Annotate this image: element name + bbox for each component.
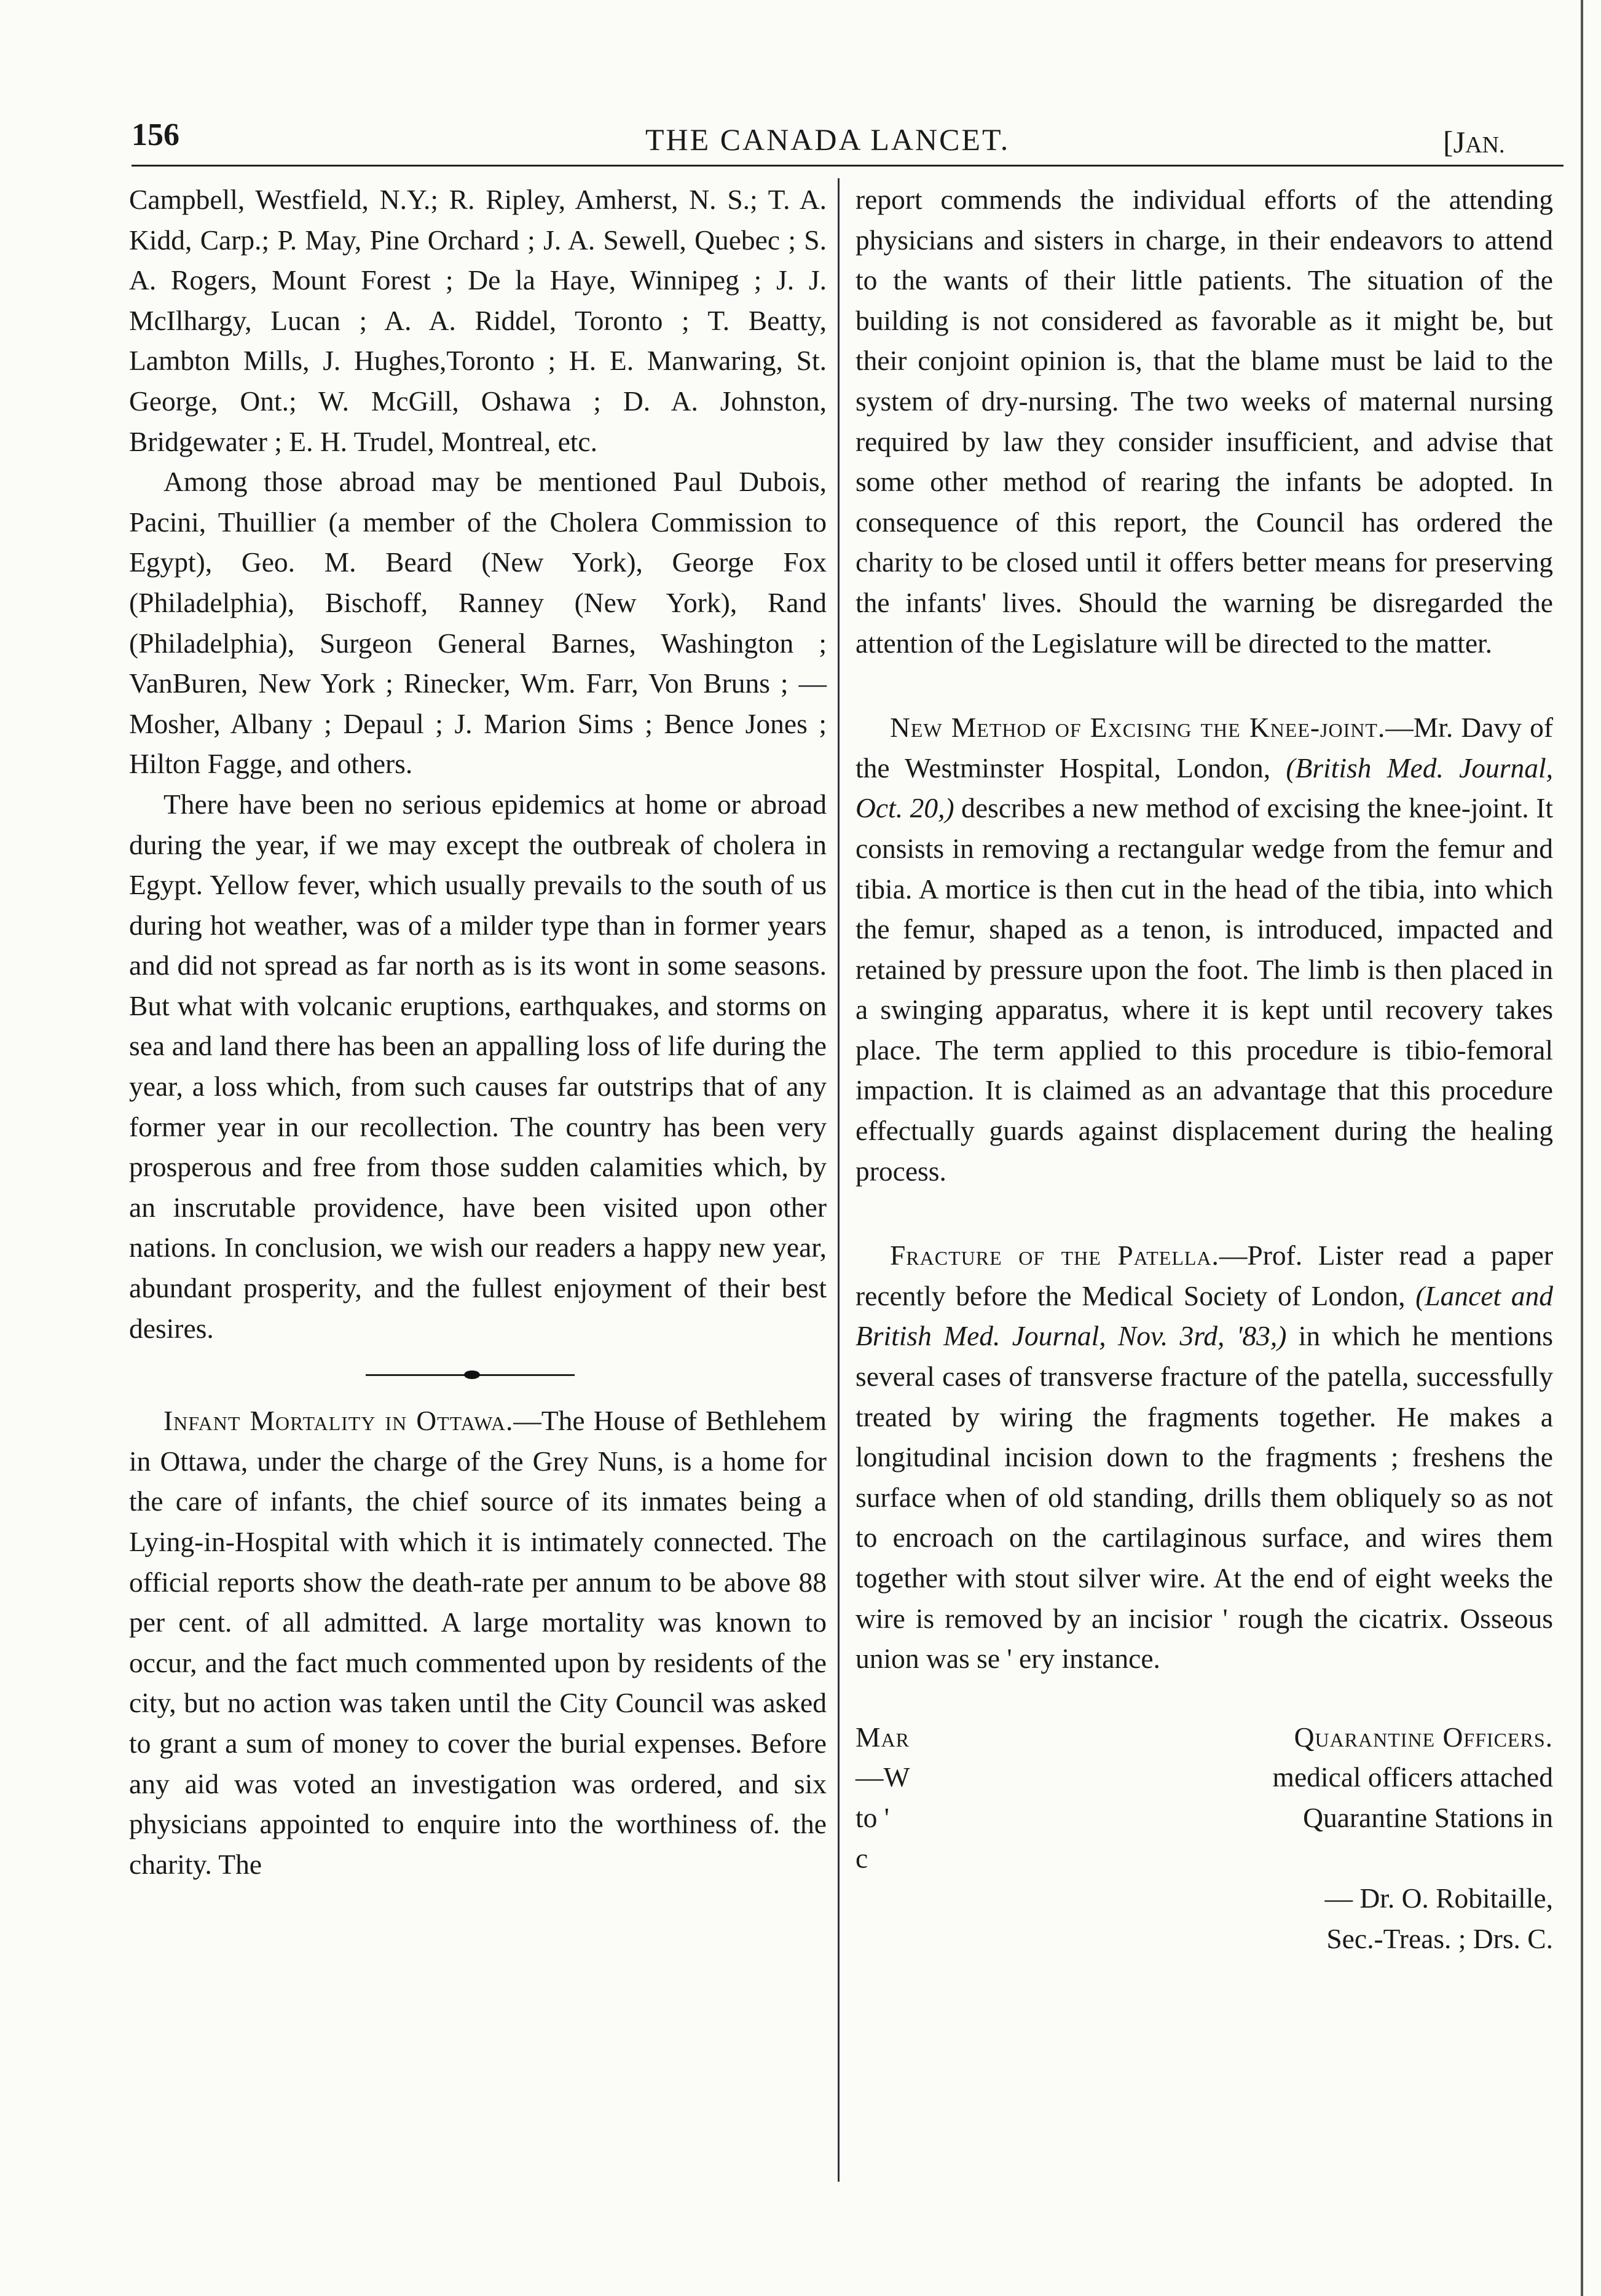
article-body: describes a new method of excising the knee-joint. It consists in removing a rectangular wedge from the femur and tibia. A mortice is then cut in the head of the tibia, into which the femur, shaped as a tenon, is introduced, impacted and retained by pressure upon the foot. The limb is then placed in a swinging apparatus, where it is kept until recovery takes place. The term applied to this procedure is tibio-femoral impaction. It is claimed as an advantage that this procedure effectually guards against displacement during the healing process. [856, 792, 1553, 1187]
fragment-right: medical officers attached [1272, 1761, 1553, 1793]
page-number: 156 [132, 117, 179, 152]
section-gap [856, 663, 1553, 707]
article-body: —Mr. Davy of the Westminster Hospital, London, [856, 712, 1553, 784]
fragment-right: Sec.-Treas. ; Drs. C. [1326, 1922, 1553, 1954]
fragment-right: Quarantine Stations in [1303, 1801, 1553, 1833]
fragment-line [856, 1919, 1553, 1959]
fragment-left: —W [856, 1761, 910, 1793]
article-body: —The House of Bethlehem in Ottawa, under the charge of the Grey Nuns, is a home for the care of infants, the chief source of its inmates being a Lying-in-Hospital with which it is intimately connected. The official reports show the death-rate per annum to be above 88 per cent. of all admitted. A large mortality was known to occur, and the fact much commented upon by residents of the city, but no action was taken until the City Council was asked to grant a sum of money to cover the burial expenses. Before any aid was voted an investigation was ordered, and six physicians appointed to enquire into the worthiness of. the charity. The [129, 1405, 827, 1880]
fragment-right: Quarantine Officers. [1294, 1721, 1553, 1753]
fragment-line [856, 1838, 1553, 1879]
paragraph-year-review: There have been no serious epidemics at home or abroad during the year, if we may except the outbreak of cholera in Egypt. Yellow fever, which usually prevails to the south of us during hot weather, was of a milder type than in former years and did not spread as far north as is its wont in some seasons. But what with volcanic eruptions, earthquakes, and storms on sea and land there has been an appalling loss of life during the year, a loss which, from such causes far outstrips that of any former year in our recollection. The country has been very prosperous and free from those sudden calamities which, by an inscrutable providence, have been visited upon other nations. In conclusion, we wish our readers a happy new year, abundant prosperity, and the fullest enjoyment of their best desires. [129, 788, 827, 1344]
paragraph-abroad: Among those abroad may be mentioned Paul Dubois, Pacini, Thuillier (a member of the Cholera Commission to Egypt), Geo. M. Beard (New York), George Fox (Philadelphia), Bischoff, Ranney (New York), Rand (Philadelphia), Surgeon General Barnes, Washington ; VanBuren, New York ; Rinecker, Wm. Farr, Von Bruns ; — Mosher, Albany ; Depaul ; J. Marion Sims ; Bence Jones ; Hilton Fagge, and others. [129, 466, 827, 780]
fragment-left: c [856, 1842, 868, 1874]
article-heading: Infant Mortality in Ottawa. [163, 1405, 514, 1437]
fragment-line [856, 1717, 1553, 1758]
issue-month [1443, 124, 1505, 160]
article-patella [856, 1235, 1553, 1679]
fragment-line [856, 1798, 1553, 1838]
article-knee-joint [856, 707, 1553, 1191]
paragraph-name-list: Campbell, Westfield, N.Y.; R. Ripley, Amherst, N. S.; T. A. Kidd, Carp.; P. May, Pine Orchard ; J. A. Sewell, Quebec ; S. A. Rogers, Mount Forest ; De la Haye, Winnipeg ; J. J. McIlhargy, Lucan ; A. A. Riddel, Toronto ; T. Beatty, Lambton Mills, J. Hughes,Toronto ; H. E. Manwaring, St. George, Ont.; W. McGill, Oshawa ; D. A. Johnston, Bridgewater ; E. H. Trudel, Montreal, etc. [129, 184, 827, 457]
damaged-article-fragment [856, 1717, 1553, 1959]
section-gap [856, 1679, 1553, 1717]
left-column [129, 179, 827, 1884]
issue-month-rest: AN. [1465, 132, 1505, 158]
article-body: —Prof. Lister read a paper recently before the Medical Society of London, [856, 1240, 1553, 1311]
header-rule [132, 165, 1564, 167]
article-infant-mortality [129, 1401, 827, 1884]
section-gap [856, 1191, 1553, 1235]
fragment-left: to ' [856, 1801, 889, 1833]
fragment-left: Mar [856, 1721, 910, 1753]
fragment-line [856, 1878, 1553, 1919]
page-edge-line [1581, 0, 1583, 2296]
right-column [856, 179, 1553, 1959]
paragraph-report-continued: report commends the individual efforts of the attending physicians and sisters in charge, in their endeavors to attend to the wants of their little patients. The situation of the building is not considered as favorable as it might be, but their conjoint opinion is, that the blame must be laid to the system of dry-nursing. The two weeks of maternal nursing required by law they consider insufficient, and advise that some other method of rearing the infants be adopted. In consequence of this report, the Council has ordered the charity to be closed until it offers better means for preserving the infants' lives. Should the warning be disregarded the attention of the Legislature will be directed to the matter. [856, 184, 1553, 659]
section-ornament [129, 1348, 827, 1401]
article-body: in which he mentions several cases of transverse fracture of the patella, successfully treated by wiring the fragments together. He makes a longitudinal incision down to the fragments ; freshens the surface when of old standing, drills them obliquely so as not to encroach on the cartilaginous surface, and wires them together with stout silver wire. At the end of eight weeks the wire is removed by an incisior ' rough the cicatrix. Osseous union was se ' ery instance. [856, 1320, 1553, 1675]
article-heading: Fracture of the Patella. [890, 1240, 1219, 1272]
fragment-line [856, 1757, 1553, 1798]
column-divider [838, 178, 840, 2182]
citation: (British Med. Journal, Oct. 20,) [856, 752, 1553, 824]
issue-month-initial: [J [1443, 125, 1466, 159]
ornament-dot [464, 1370, 480, 1379]
citation: (Lancet and British Med. Journal, Nov. 3rd, '83,) [856, 1280, 1553, 1352]
fragment-right: — Dr. O. Robitaille, [1324, 1882, 1553, 1914]
article-heading: New Method of Excising the Knee-joint. [890, 712, 1386, 744]
running-head: THE CANADA LANCET. [645, 122, 1010, 157]
